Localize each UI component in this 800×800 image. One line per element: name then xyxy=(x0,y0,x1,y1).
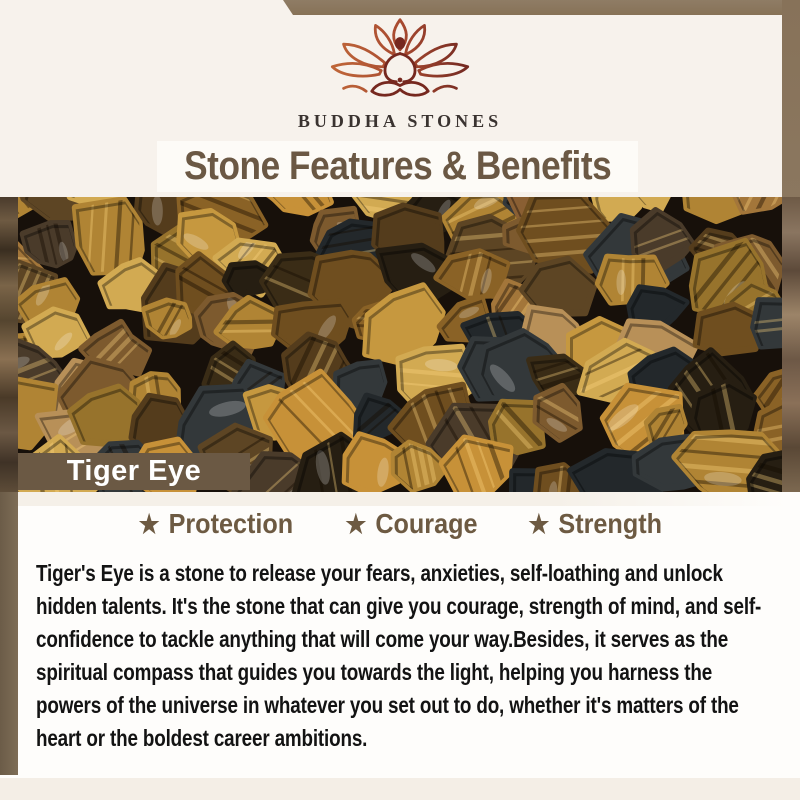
stone-name-label xyxy=(18,453,250,490)
benefit-protection xyxy=(139,508,294,540)
photo-blur-edge-right xyxy=(782,197,800,492)
lotus-meditation-logo-icon xyxy=(318,16,482,110)
tiger-eye-stones-image xyxy=(18,197,782,492)
banner-title: Stone Features & Benefits xyxy=(183,144,612,188)
stone-description: Tiger's Eye is a stone to release your fears, anxieties, self-loathing and unlock hidden talents. It's the stone that can give you courage, strength of mind, and self-confidence to tackle anything that will come your way.Besides, it serves as the spiritual compass that guides you towards the light, helping you harness the powers of the universe in whatever you set out to do, whether it's matters of the heart or the boldest career ambitions. xyxy=(36,560,762,751)
benefit-label: Protection xyxy=(169,508,294,539)
section-divider xyxy=(18,492,786,506)
bottom-cream-strip xyxy=(0,778,800,800)
stone-photo xyxy=(0,197,800,492)
benefit-label: Strength xyxy=(558,508,663,539)
star-icon: ★ xyxy=(528,509,550,539)
benefits-row xyxy=(0,508,800,540)
benefit-label: Courage xyxy=(375,508,478,539)
star-icon: ★ xyxy=(139,509,161,539)
benefit-courage xyxy=(346,508,478,540)
ribbon-top-bar xyxy=(283,0,800,15)
star-icon: ★ xyxy=(345,509,367,539)
benefit-strength xyxy=(529,508,663,540)
stone-name-text: Tiger Eye xyxy=(66,455,202,487)
banner xyxy=(157,141,638,192)
photo-blur-edge-left xyxy=(0,197,18,492)
brand-name: BUDDHA STONES xyxy=(297,111,503,131)
